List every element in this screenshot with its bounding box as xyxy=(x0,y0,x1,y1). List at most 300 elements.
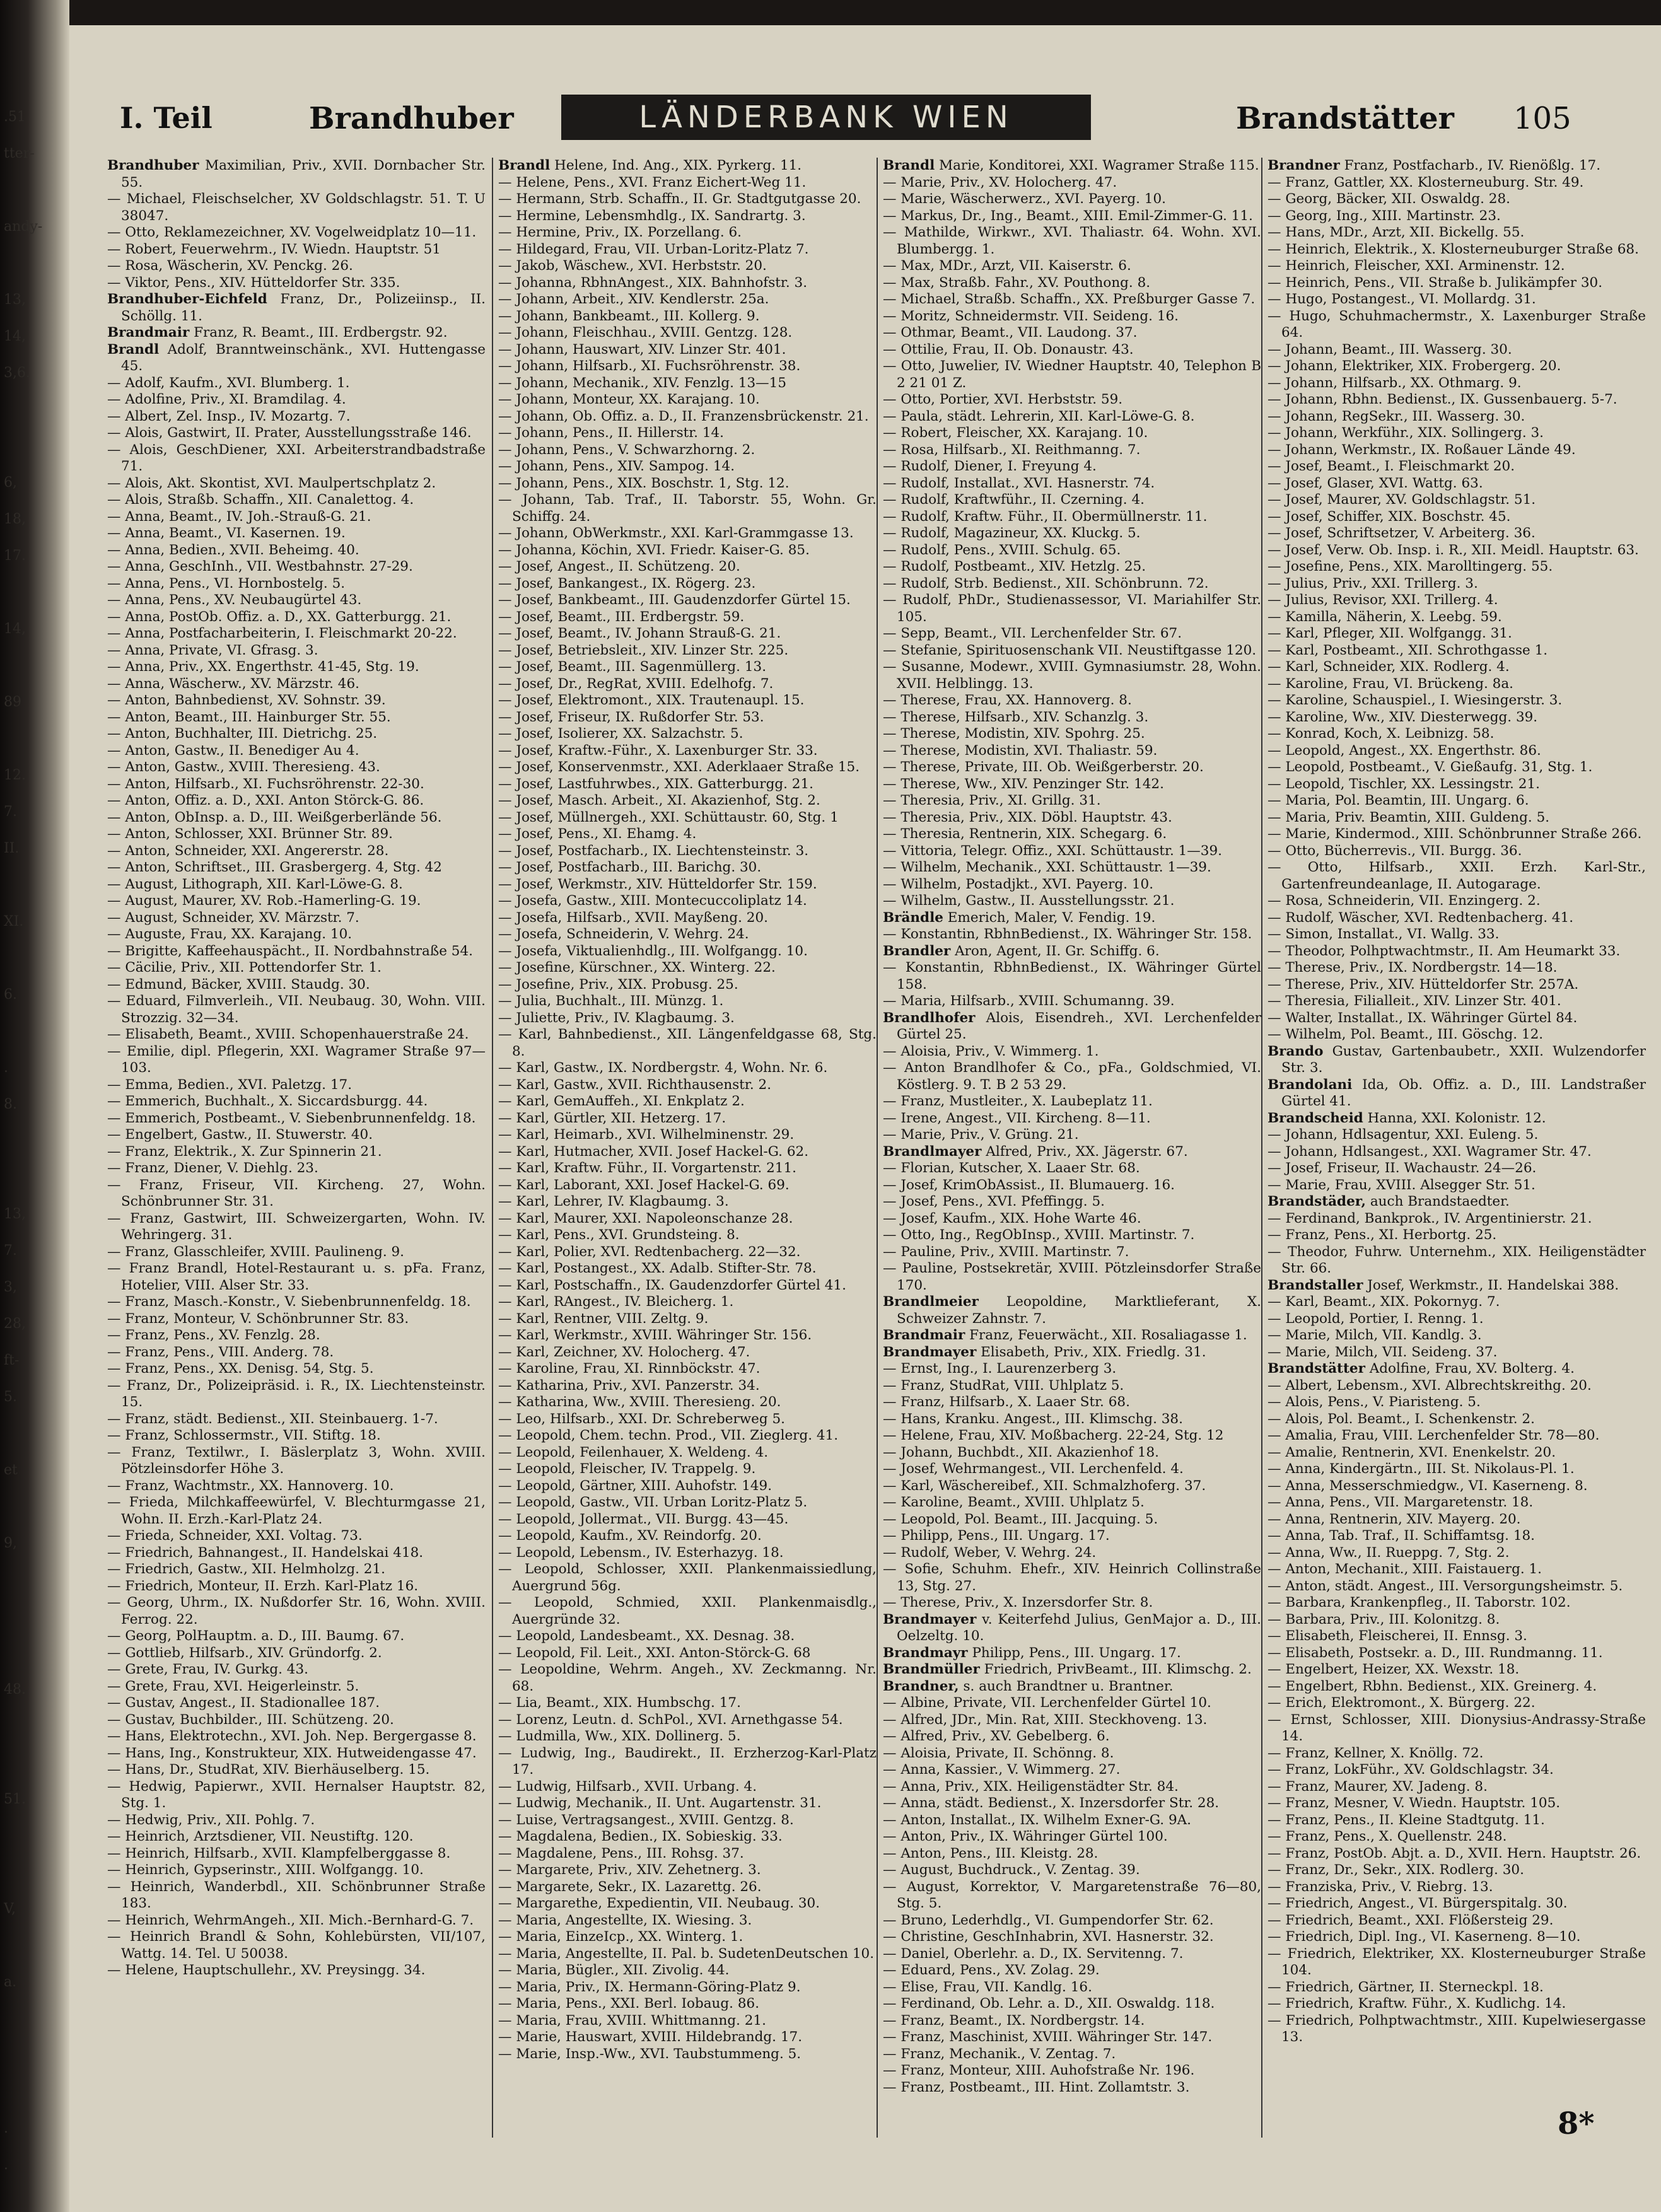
facing-page-fragment: 14, xyxy=(4,621,26,637)
directory-entry: — Alois, Straßb. Schaffn., XII. Canalettog. 4. xyxy=(107,492,414,508)
directory-entry: — Markus, Dr., Ing., Beamt., XIII. Emil-Zimmer-G. 11. xyxy=(883,207,1253,224)
directory-entry: — Rudolf, Wäscher, XVI. Redtenbacherg. 41. xyxy=(1268,909,1574,926)
directory-entry: — Maria, Pol. Beamtin, III. Ungarg. 6. xyxy=(1268,793,1529,808)
directory-entry: — Anna, Rentnerin, XIV. Mayerg. 20. xyxy=(1268,1511,1521,1527)
directory-entry: — Josefa, Gastw., XIII. Montecuccoliplatz 14. xyxy=(498,893,807,909)
surname-heading: Brandmayr xyxy=(883,1644,968,1661)
directory-entry: — Alois, GeschDiener, XXI. Arbeiterstrandbadstraße 71. xyxy=(107,441,486,474)
directory-entry: — Leopold, Landesbeamt., XX. Desnag. 38. xyxy=(498,1628,795,1644)
directory-entry: — Gottlieb, Hilfsarb., XIV. Gründorfg. 2. xyxy=(107,1644,382,1661)
directory-entry: — Ludwig, Hilfsarb., XVII. Urbang. 4. xyxy=(498,1778,757,1795)
directory-entry: — Anna, Postfacharbeiterin, I. Fleischmarkt 20-22. xyxy=(107,626,457,641)
directory-entry: — Maria, Angestellte, II. Pal. b. SudetenDeutschen 10. xyxy=(498,1945,875,1962)
directory-entry: — Therese, Priv., XIV. Hütteldorfer Str. 257A. xyxy=(1268,976,1579,992)
directory-entry: — Heinrich, WehrmAngeh., XII. Mich.-Bernhard-G. 7. xyxy=(107,1912,474,1928)
directory-entry: — Therese, Modistin, XIV. Spohrg. 25. xyxy=(883,726,1145,742)
column-1 xyxy=(107,158,486,2138)
directory-entry: — Johann, Hauswart, XIV. Linzer Str. 401. xyxy=(498,341,786,358)
directory-entry: — Anna, Kassier., V. Wimmerg. 27. xyxy=(883,1762,1121,1778)
directory-entry: — Karl, Kraftw. Führ., II. Vorgartenstr. 211. xyxy=(498,1160,796,1176)
directory-entry: — Leopold, Feilenhauer, X. Weldeng. 4. xyxy=(498,1444,769,1460)
facing-page-fragment: 89 xyxy=(4,694,21,710)
directory-entry: — Karl, RAngest., IV. Bleicherg. 1. xyxy=(498,1294,734,1310)
directory-entry: — Leopold, Angest., XX. Engerthstr. 86. xyxy=(1268,742,1541,759)
directory-entry: — Maria, Frau, XVIII. Whittmanng. 21. xyxy=(498,2012,766,2029)
directory-entry: — Heinrich, Wanderbdl., XII. Schönbrunner Straße 183. xyxy=(107,1878,486,1911)
directory-entry: — Ottilie, Frau, II. Ob. Donaustr. 43. xyxy=(883,341,1134,358)
directory-entry: — Johann, Hilfsarb., XI. Fuchsröhrenstr. 38. xyxy=(498,358,801,374)
directory-entry: — Marie, Insp.-Ww., XVI. Taubstummeng. 5. xyxy=(498,2046,801,2062)
directory-entry: — Albert, Lebensm., XVI. Albrechtskreithg. 20. xyxy=(1268,1377,1592,1394)
directory-entry: — Franz, Pens., VIII. Anderg. 78. xyxy=(107,1344,334,1360)
directory-entry: — Friedrich, Kraftw. Führ., X. Kudlichg. 14. xyxy=(1268,1996,1566,2011)
directory-entry: — Anna, GeschInh., VII. Westbahnstr. 27-29. xyxy=(107,559,413,574)
directory-entry: — Anton, Buchhalter, III. Dietrichg. 25. xyxy=(107,726,378,742)
directory-entry: — Johann, Pens., V. Schwarzhorng. 2. xyxy=(498,441,755,458)
directory-entry: — Paula, städt. Lehrerin, XII. Karl-Löwe-G. 8. xyxy=(883,408,1195,424)
directory-entry: Brandolani Ida, Ob. Offiz. a. D., III. Landstraßer Gürtel 41. xyxy=(1268,1076,1646,1109)
directory-entry: — Barbara, Priv., III. Kolonitzg. 8. xyxy=(1268,1611,1500,1627)
directory-entry: — Anna, Priv., XIX. Heiligenstädter Str. 84. xyxy=(883,1778,1179,1795)
directory-entry: — Maria, Priv. Beamtin, XIII. Guldeng. 5. xyxy=(1268,809,1550,825)
directory-entry: — Hans, MDr., Arzt, XII. Bickellg. 55. xyxy=(1268,224,1525,240)
directory-entry: — Franz, Textilwr., I. Bäslerplatz 3, Wohn. XVIII. Pötzleinsdorfer Höhe 3. xyxy=(107,1444,486,1477)
right-catchword: Brandstätter xyxy=(1236,101,1454,136)
directory-entry: — Heinrich, Fleischer, XXI. Arminenstr. 12. xyxy=(1268,258,1565,274)
directory-entry: — Adolf, Kaufm., XVI. Blumberg. 1. xyxy=(107,375,350,391)
facing-page-fragment: tter- xyxy=(4,146,35,161)
directory-entry: — Friedrich, Gastw., XII. Helmholzg. 21. xyxy=(107,1561,385,1577)
directory-entry: — August, Schneider, XV. Märzstr. 7. xyxy=(107,909,359,926)
directory-entry: — Magdalena, Bedien., IX. Sobieskig. 33. xyxy=(498,1829,783,1844)
directory-entry: — Franz, Monteur, V. Schönbrunner Str. 83. xyxy=(107,1310,409,1327)
directory-entry: — Franz, Maurer, XV. Jadeng. 8. xyxy=(1268,1778,1488,1795)
directory-entry: — Christine, GeschInhabrin, XVI. Hasnerstr. 32. xyxy=(883,1929,1214,1945)
surname-heading: Brandhuber-Eichfeld xyxy=(107,291,267,307)
directory-entry: — Franz, städt. Bedienst., XII. Steinbauerg. 1-7. xyxy=(107,1411,438,1427)
directory-entry: — Karl, Polier, XVI. Redtenbacherg. 22—32. xyxy=(498,1243,801,1260)
directory-entry: Brändle Emerich, Maler, V. Fendig. 19. xyxy=(883,909,1156,926)
directory-entry: — Johann, Bankbeamt., III. Kollerg. 9. xyxy=(498,308,760,324)
directory-entry: — Marie, Milch, VII. Kandlg. 3. xyxy=(1268,1327,1482,1343)
directory-entry: — Marie, Hauswart, XVIII. Hildebrandg. 17. xyxy=(498,2029,803,2045)
directory-entry: — Otto, Hilfsarb., XXII. Erzh. Karl-Str., Gartenfreundeanlage, II. Autogarage. xyxy=(1268,859,1646,892)
directory-entry: — Leopold, Jollermat., VII. Burgg. 43—45. xyxy=(498,1511,789,1527)
directory-entry: Brandl Helene, Ind. Ang., XIX. Pyrkerg. 11. xyxy=(498,158,802,173)
directory-entry: — Franz, LokFühr., XV. Goldschlagstr. 34. xyxy=(1268,1762,1554,1778)
directory-entry: — Josef, Bankbeamt., III. Gaudenzdorfer Gürtel 15. xyxy=(498,592,851,608)
facing-page-fragment: 7. xyxy=(4,804,17,820)
directory-entry: — Rudolf, Postbeamt., XIV. Hetzlg. 25. xyxy=(883,559,1146,574)
directory-entry: — Josef, Isolierer, XX. Salzachstr. 5. xyxy=(498,726,743,742)
directory-entry: — Eduard, Pens., XV. Zolag. 29. xyxy=(883,1962,1100,1978)
directory-entry: — Walter, Installat., IX. Währinger Gürtel 84. xyxy=(1268,1010,1578,1026)
directory-entry: — Franz, Glasschleifer, XVIII. Paulineng. 9. xyxy=(107,1243,405,1260)
directory-entry: — Ludwig, Mechanik., II. Unt. Augartenstr. 31. xyxy=(498,1795,822,1811)
directory-entry: — Johann, Beamt., III. Wasserg. 30. xyxy=(1268,341,1512,358)
directory-entry: — Auguste, Frau, XX. Karajang. 10. xyxy=(107,926,353,942)
directory-entry: — Franz, Schlossermstr., VII. Stiftg. 18. xyxy=(107,1428,381,1443)
directory-entry: — Leopold, Chem. techn. Prod., VII. Zieglerg. 41. xyxy=(498,1428,839,1443)
directory-entry: — Franz, Beamt., IX. Nordbergstr. 14. xyxy=(883,2012,1145,2029)
directory-entry: — Juliette, Priv., IV. Klagbaumg. 3. xyxy=(498,1010,735,1026)
directory-entry: — Anton Brandlhofer & Co., pFa., Goldschmied, VI. Köstlerg. 9. T. B 2 53 29. xyxy=(883,1060,1261,1093)
directory-entry: — Johann, Elektriker, XIX. Frobergerg. 20. xyxy=(1268,358,1561,374)
directory-entry: — Josef, Beamt., IV. Johann Strauß-G. 21. xyxy=(498,626,781,641)
directory-entry: — Helene, Hauptschullehr., XV. Preysingg. 34. xyxy=(107,1962,426,1978)
directory-entry: — Alfred, JDr., Min. Rat, XIII. Steckhoveng. 13. xyxy=(883,1711,1208,1728)
directory-entry: — Friedrich, Angest., VI. Bürgerspitalg. 30. xyxy=(1268,1895,1568,1911)
directory-entry: — Anton, Bahnbedienst, XV. Sohnstr. 39. xyxy=(107,692,386,708)
directory-entry: — Michael, Fleischselcher, XV Goldschlagstr. 51. T. U 38047. xyxy=(107,191,486,224)
directory-entry: — Franz, Wachtmstr., XX. Hannoverg. 10. xyxy=(107,1477,394,1494)
surname-heading: Brando xyxy=(1268,1043,1324,1059)
directory-entry: — Engelbert, Gastw., II. Stuwerstr. 40. xyxy=(107,1127,373,1143)
directory-entry: — Lorenz, Leutn. d. SchPol., XVI. Arnethgasse 54. xyxy=(498,1711,843,1728)
directory-entry: — Georg, Ing., XIII. Martinstr. 23. xyxy=(1268,207,1501,224)
directory-entry: — Luise, Vertragsangest., XVIII. Gentzg. 8. xyxy=(498,1812,794,1828)
directory-entry: — Ferdinand, Bankprok., IV. Argentinierstr. 21. xyxy=(1268,1210,1592,1226)
directory-entry: — Konrad, Koch, X. Leibnizg. 58. xyxy=(1268,726,1495,742)
directory-entry: — Theodor, Fuhrw. Unternehm., XIX. Heiligenstädter Str. 66. xyxy=(1268,1243,1646,1276)
directory-entry: — Karl, Gastw., XVII. Richthausenstr. 2. xyxy=(498,1076,772,1093)
directory-entry: — Karl, Rentner, VIII. Zeltg. 9. xyxy=(498,1310,709,1327)
directory-entry: — Anton, Schneider, XXI. Angererstr. 28. xyxy=(107,842,389,859)
directory-entry: — Karoline, Schauspiel., I. Wiesingerstr. 3. xyxy=(1268,692,1563,708)
directory-entry: — Maria, Angestellte, IX. Wiesing. 3. xyxy=(498,1912,752,1928)
directory-entry: — Johann, Pens., XIV. Sampog. 14. xyxy=(498,458,735,474)
directory-entry: — Karl, Hutmacher, XVII. Josef Hackel-G. 62. xyxy=(498,1143,809,1160)
directory-entry: — Rosa, Hilfsarb., XI. Reithmanng. 7. xyxy=(883,441,1141,458)
surname-heading: Brandmüller xyxy=(883,1662,980,1677)
directory-entry: — Alois, Gastwirt, II. Prater, Ausstellungsstraße 146. xyxy=(107,425,472,441)
directory-entry: — Anna, Beamt., VI. Kasernen. 19. xyxy=(107,525,346,541)
directory-entry: — Anton, städt. Angest., III. Versorgungsheimstr. 5. xyxy=(1268,1578,1623,1594)
directory-entry: — Therese, Priv., IX. Nordbergstr. 14—18. xyxy=(1268,960,1558,975)
directory-entry: — Adolfine, Priv., XI. Bramdilag. 4. xyxy=(107,392,346,407)
directory-entry: — Josefine, Pens., XIX. Marolltingerg. 55. xyxy=(1268,559,1553,574)
directory-entry: — Hans, Dr., StudRat, XIV. Bierhäuselberg. 15. xyxy=(107,1762,430,1778)
directory-entry: — Bruno, Lederhdlg., VI. Gumpendorfer Str. 62. xyxy=(883,1912,1214,1928)
directory-entry: — Sepp, Beamt., VII. Lerchenfelder Str. 67. xyxy=(883,626,1182,641)
directory-entry: — Johann, Monteur, XX. Karajang. 10. xyxy=(498,392,760,407)
directory-entry: — Otto, Bücherrevis., VII. Burgg. 36. xyxy=(1268,842,1522,859)
directory-entry: — Wilhelm, Pol. Beamt., III. Göschg. 12. xyxy=(1268,1027,1544,1042)
directory-entry: — Aloisia, Priv., V. Wimmerg. 1. xyxy=(883,1043,1099,1059)
directory-entry: — Anna, Tab. Traf., II. Schiffamtsg. 18. xyxy=(1268,1528,1536,1544)
directory-entry: — Friedrich, Bahnangest., II. Handelskai 418. xyxy=(107,1544,424,1561)
directory-entry: — Anton, Gastw., XVIII. Theresieng. 43. xyxy=(107,759,380,775)
directory-entry: — Max, Straßb. Fahr., XV. Pouthong. 8. xyxy=(883,274,1151,291)
directory-entry: — Emmerich, Postbeamt., V. Siebenbrunnenfeldg. 18. xyxy=(107,1110,476,1126)
directory-entry: — Josef, Pens., XI. Ehamg. 4. xyxy=(498,826,697,842)
directory-entry: — Sofie, Schuhm. Ehefr., XIV. Heinrich Collinstraße 13, Stg. 27. xyxy=(883,1561,1261,1594)
directory-entry: — Karl, Postbeamt., XII. Schrothgasse 1. xyxy=(1268,642,1548,658)
facing-page-fragment: .51 xyxy=(4,109,26,125)
facing-page-fragment: 9, xyxy=(4,1535,17,1551)
directory-entry: — Karl, Maurer, XXI. Napoleonschanze 28. xyxy=(498,1210,793,1226)
directory-entry: — Johann, Arbeit., XIV. Kendlerstr. 25a. xyxy=(498,291,769,307)
directory-entry: — Josef, Angest., II. Schützeng. 20. xyxy=(498,559,740,574)
directory-entry: — Karl, Laborant, XXI. Josef Hackel-G. 69. xyxy=(498,1177,790,1193)
directory-entry: — Elisabeth, Fleischerei, II. Ennsg. 3. xyxy=(1268,1628,1527,1644)
directory-entry: — Elisabeth, Postsekr. a. D., III. Rundmanng. 11. xyxy=(1268,1644,1603,1661)
advertising-banner: LÄNDERBANK WIEN xyxy=(561,95,1091,140)
directory-entry: — Edmund, Bäcker, XVIII. Staudg. 30. xyxy=(107,976,370,992)
binding-gutter xyxy=(0,0,69,2212)
facing-page-fragment: II. xyxy=(4,841,20,856)
directory-entry: — Anna, Ww., II. Rueppg. 7, Stg. 2. xyxy=(1268,1544,1510,1561)
directory-entry: — Anna, Messerschmiedgw., VI. Kaserneng. 8. xyxy=(1268,1477,1588,1494)
directory-entry: — Johann, Buchbdt., XII. Akazienhof 18. xyxy=(883,1444,1160,1460)
directory-entry: — Daniel, Oberlehr. a. D., IX. Servitenng. 7. xyxy=(883,1945,1184,1962)
facing-page-fragment: ft- xyxy=(4,1353,20,1368)
directory-entry: — Theresia, Priv., XI. Grillg. 31. xyxy=(883,793,1101,808)
directory-entry: — Grete, Frau, IV. Gurkg. 43. xyxy=(107,1662,308,1677)
directory-entry: — Leopold, Tischler, XX. Lessingstr. 21. xyxy=(1268,776,1540,792)
directory-entry: Brandlmayer Alfred, Priv., XX. Jägerstr. 67. xyxy=(883,1143,1188,1160)
column-divider xyxy=(1261,158,1262,2138)
directory-entry: — Hans, Ing., Konstrukteur, XIX. Hutweidengasse 47. xyxy=(107,1745,477,1761)
directory-entry: — Franz, StudRat, VIII. Uhlplatz 5. xyxy=(883,1377,1124,1394)
directory-entry: — Karl, Zeichner, XV. Holocherg. 47. xyxy=(498,1344,750,1360)
directory-entry: — Franz, Gattler, XX. Klosterneuburg. Str. 49. xyxy=(1268,174,1584,190)
directory-entry: — Otto, Portier, XVI. Herbststr. 59. xyxy=(883,392,1123,407)
directory-entry: — Anna, PostOb. Offiz. a. D., XX. Gatterburgg. 21. xyxy=(107,608,452,625)
directory-entry: — Johann, Tab. Traf., II. Taborstr. 55, Wohn. Gr. Schiffg. 24. xyxy=(498,492,877,525)
directory-entry: — Elisabeth, Beamt., XVIII. Schopenhauerstraße 24. xyxy=(107,1027,469,1042)
directory-entry: — Josef, Verw. Ob. Insp. i. R., XII. Meidl. Hauptstr. 63. xyxy=(1268,542,1639,558)
directory-entry: — Jakob, Wäschew., XVI. Herbststr. 20. xyxy=(498,258,767,274)
directory-entry: — Franz, PostOb. Abjt. a. D., XVII. Hern. Hauptstr. 26. xyxy=(1268,1845,1641,1861)
directory-entry: — Emmerich, Buchhalt., X. Siccardsburgg. 44. xyxy=(107,1093,428,1109)
directory-entry: — Konstantin, RbhnBedienst., IX. Währinger Gürtel 158. xyxy=(883,960,1261,992)
directory-entry: — Karl, Heimarb., XVI. Wilhelminenstr. 29. xyxy=(498,1127,795,1143)
directory-entry: — Josefa, Hilfsarb., XVII. Mayßeng. 20. xyxy=(498,909,768,926)
surname-heading: Brandstäder, xyxy=(1268,1194,1367,1209)
directory-entry: Brandmayr Philipp, Pens., III. Ungarg. 17. xyxy=(883,1644,1181,1661)
facing-page-fragment: 12. xyxy=(4,767,26,783)
directory-entry: — Rudolf, Pens., XVIII. Schulg. 65. xyxy=(883,542,1121,558)
directory-entry: — Josef, Beamt., I. Fleischmarkt 20. xyxy=(1268,458,1515,474)
directory-entry: — Anna, Private, VI. Gfrasg. 3. xyxy=(107,642,318,658)
directory-entry: — Marie, Wäscherwerz., XVI. Payerg. 10. xyxy=(883,191,1167,207)
directory-entry: — Johann, Werkführ., XIX. Sollingerg. 3. xyxy=(1268,425,1544,441)
directory-entry: — Josefa, Viktualienhdlg., III. Wolfgangg. 10. xyxy=(498,943,808,959)
directory-entry: — Johann, Pens., XIX. Boschstr. 1, Stg. 12. xyxy=(498,475,790,491)
facing-page-fragment: a. xyxy=(4,1974,17,1990)
directory-entry: — Therese, Frau, XX. Hannoverg. 8. xyxy=(883,692,1132,708)
directory-entry: — Karl, Werkmstr., XVIII. Währinger Str. 156. xyxy=(498,1327,812,1343)
facing-page-fragment: 3,6. xyxy=(4,365,30,381)
directory-entry: — Robert, Fleischer, XX. Karajang. 10. xyxy=(883,425,1148,441)
surname-heading: Brandner xyxy=(1268,158,1340,173)
directory-entry: Brandler Aron, Agent, II. Gr. Schiffg. 6. xyxy=(883,943,1160,959)
directory-entry: — Franz, Pens., XV. Fenzlg. 28. xyxy=(107,1327,320,1343)
directory-entry: — Alois, Akt. Skontist, XVI. Maulpertschplatz 2. xyxy=(107,475,436,491)
surname-heading: Brandl xyxy=(107,341,160,358)
directory-entry: — Viktor, Pens., XIV. Hütteldorfer Str. 335. xyxy=(107,274,400,291)
directory-entry: — Leopold, Postbeamt., V. Gießaufg. 31, Stg. 1. xyxy=(1268,759,1593,775)
facing-page-fragment: 3, xyxy=(4,1279,17,1295)
directory-entry: — Cäcilie, Priv., XII. Pottendorfer Str. 1. xyxy=(107,960,382,975)
surname-heading: Brandlmayer xyxy=(883,1143,982,1160)
directory-entry: — Alfred, Priv., XV. Gebelberg. 6. xyxy=(883,1728,1110,1744)
directory-entry: — Anna, städt. Bedienst., X. Inzersdorfer Str. 28. xyxy=(883,1795,1220,1811)
directory-entry: — Ludwig, Ing., Baudirekt., II. Erzherzog-Karl-Platz 17. xyxy=(498,1745,877,1778)
surname-heading: Brandl xyxy=(498,158,551,173)
directory-entry: — Josef, Dr., RegRat, XVIII. Edelhofg. 7. xyxy=(498,675,774,692)
directory-entry: — Franz, Gastwirt, III. Schweizergarten, Wohn. IV. Wehringerg. 31. xyxy=(107,1210,486,1243)
directory-entry: — Julia, Buchhalt., III. Münzg. 1. xyxy=(498,993,724,1009)
directory-entry: Brandmair Franz, R. Beamt., III. Erdbergstr. 92. xyxy=(107,325,448,341)
facing-page-fragment: 17. xyxy=(4,548,26,564)
directory-entry: — Georg, Bäcker, XII. Oswaldg. 28. xyxy=(1268,191,1510,207)
directory-entry: — Josef, Postfacharb., IX. Liechtensteinstr. 3. xyxy=(498,842,809,859)
directory-entry: — Karl, Gürtler, XII. Hetzerg. 17. xyxy=(498,1110,726,1126)
directory-entry: — Franz, Elektrik., X. Zur Spinnerin 21. xyxy=(107,1143,382,1160)
directory-entry: — Hermine, Lebensmhdlg., IX. Sandrartg. 3. xyxy=(498,207,806,224)
directory-entry: — Robert, Feuerwehrm., IV. Wiedn. Hauptstr. 51 xyxy=(107,241,441,257)
directory-entry: — Elise, Frau, VII. Kandlg. 16. xyxy=(883,1979,1092,1995)
directory-entry: — Josef, Elektromont., XIX. Trautenaupl. 15. xyxy=(498,692,805,708)
directory-entry: — Anton, Pens., III. Kleistg. 28. xyxy=(883,1845,1099,1861)
page-number: 105 xyxy=(1513,101,1571,136)
directory-entry: — Johann, Pens., II. Hillerstr. 14. xyxy=(498,425,725,441)
directory-entry: — Hans, Elektrotechn., XVI. Joh. Nep. Bergergasse 8. xyxy=(107,1728,477,1744)
directory-entry: — Hedwig, Priv., XII. Pohlg. 7. xyxy=(107,1812,315,1828)
directory-entry: — Karl, Beamt., XIX. Pokornyg. 7. xyxy=(1268,1294,1500,1310)
directory-entry: — Josef, Kaufm., XIX. Hohe Warte 46. xyxy=(883,1210,1141,1226)
left-catchword: Brandhuber xyxy=(309,101,514,136)
directory-entry: — Johann, Hdlsagentur, XXI. Euleng. 5. xyxy=(1268,1127,1539,1143)
directory-entry: — Franz, Postbeamt., III. Hint. Zollamtstr. 3. xyxy=(883,2079,1190,2095)
directory-entry: — Leo, Hilfsarb., XXI. Dr. Schreberweg 5. xyxy=(498,1411,786,1427)
directory-entry: Brandmayer Elisabeth, Priv., XIX. Friedlg. 31. xyxy=(883,1344,1206,1360)
directory-entry: — Margarete, Priv., XIV. Zehetnerg. 3. xyxy=(498,1862,761,1878)
directory-columns xyxy=(82,158,1652,2138)
directory-entry: — Rudolf, Weber, V. Wehrg. 24. xyxy=(883,1544,1097,1561)
facing-page-fragment: . xyxy=(4,2121,8,2136)
directory-entry: — Wilhelm, Gastw., II. Ausstellungsstr. 21. xyxy=(883,893,1175,909)
directory-entry: — Theodor, Polhptwachtmstr., II. Am Heumarkt 33. xyxy=(1268,943,1621,959)
directory-entry: — Josef, Werkmstr., XIV. Hütteldorfer Str. 159. xyxy=(498,876,817,892)
directory-entry: — Karl, Lehrer, IV. Klagbaumg. 3. xyxy=(498,1194,729,1209)
directory-entry: — Marie, Priv., V. Grüng. 21. xyxy=(883,1127,1079,1143)
facing-page-fragment: andy- xyxy=(4,219,43,235)
directory-entry: — Josef, Beamt., III. Sagenmüllerg. 13. xyxy=(498,659,767,675)
directory-entry: — Friedrich, Monteur, II. Erzh. Karl-Platz 16. xyxy=(107,1578,419,1594)
directory-entry: — Anton, ObInsp. a. D., III. Weißgerberlände 56. xyxy=(107,809,442,825)
facing-page-fragment: . xyxy=(4,2157,8,2173)
directory-entry: — Franz, Maschinist, XVIII. Währinger Str. 147. xyxy=(883,2029,1213,2045)
directory-entry: — Josef, Maurer, XV. Goldschlagstr. 51. xyxy=(1268,492,1536,508)
directory-entry: Brandhuber-Eichfeld Franz, Dr., Polizeiinsp., II. Schöllg. 11. xyxy=(107,291,486,324)
directory-entry: — Othmar, Beamt., VII. Laudong. 37. xyxy=(883,325,1138,341)
directory-entry: — Josef, Friseur, II. Wachaustr. 24—26. xyxy=(1268,1160,1537,1176)
directory-entry: — Friedrich, Polhptwachtmstr., XIII. Kupelwiesergasse 13. xyxy=(1268,2012,1646,2045)
directory-entry: — Rudolf, Magazineur, XX. Kluckg. 5. xyxy=(883,525,1141,541)
directory-entry: — Anton, Offiz. a. D., XXI. Anton Störck-G. 86. xyxy=(107,793,424,808)
directory-entry: — Heinrich, Pens., VII. Straße b. Julikämpfer 30. xyxy=(1268,274,1603,291)
directory-entry: Brandner Franz, Postfacharb., IV. Rienößlg. 17. xyxy=(1268,158,1601,173)
directory-entry: — Maria, Pens., XXI. Berl. Iobaug. 86. xyxy=(498,1996,760,2011)
directory-entry: — Anna, Kindergärtn., III. St. Nikolaus-Pl. 1. xyxy=(1268,1461,1575,1477)
directory-entry: — Anton, Beamt., III. Hainburger Str. 55. xyxy=(107,709,391,725)
directory-entry: — Josef, Pens., XVI. Pfeffingg. 5. xyxy=(883,1194,1105,1209)
directory-entry: — Gustav, Buchbilder., III. Schützeng. 20. xyxy=(107,1711,394,1728)
directory-entry: — Anna, Bedien., XVII. Beheimg. 40. xyxy=(107,542,359,558)
directory-entry: — Johann, Mechanik., XIV. Fenzlg. 13—15 xyxy=(498,375,787,391)
directory-entry: — Hermann, Strb. Schaffn., II. Gr. Stadtgutgasse 20. xyxy=(498,191,861,207)
directory-entry: — Karoline, Ww., XIV. Diesterwegg. 39. xyxy=(1268,709,1538,725)
directory-entry: Brandstätter Adolfine, Frau, XV. Bolterg. 4. xyxy=(1268,1361,1575,1377)
directory-entry: — Hedwig, Papierwr., XVII. Hernalser Hauptstr. 82, Stg. 1. xyxy=(107,1778,486,1811)
directory-entry: — Florian, Kutscher, X. Laaer Str. 68. xyxy=(883,1160,1140,1176)
directory-entry: — Susanne, Modewr., XVIII. Gymnasiumstr. 28, Wohn. XVII. Helblingg. 13. xyxy=(883,659,1261,692)
directory-entry: — Josef, Lastfuhrwbes., XIX. Gatterburgg. 21. xyxy=(498,776,813,792)
directory-entry: — Gustav, Angest., II. Stadionallee 187. xyxy=(107,1695,380,1711)
directory-entry: — Karl, Pfleger, XII. Wolfgangg. 31. xyxy=(1268,626,1512,641)
directory-entry: — Karl, Gastw., IX. Nordbergstr. 4, Wohn. Nr. 6. xyxy=(498,1060,828,1076)
directory-entry: — Josef, Betriebsleit., XIV. Linzer Str. 225. xyxy=(498,642,789,658)
surname-heading: Brandstätter xyxy=(1268,1361,1365,1377)
directory-entry: — Heinrich, Gypserinstr., XIII. Wolfgangg. 10. xyxy=(107,1862,424,1878)
directory-entry: — Anna, Beamt., IV. Joh.-Strauß-G. 21. xyxy=(107,508,371,525)
surname-heading: Brandmair xyxy=(883,1327,965,1343)
facing-page-fragment: 13, xyxy=(4,292,26,308)
directory-entry: — Anton, Priv., IX. Währinger Gürtel 100. xyxy=(883,1829,1168,1844)
directory-entry: — Josef, Beamt., III. Erdbergstr. 59. xyxy=(498,608,745,625)
facing-page-fragment: 14, xyxy=(4,329,26,344)
directory-entry: — Josefine, Kürschner., XX. Winterg. 22. xyxy=(498,960,776,975)
directory-entry: — Amalie, Rentnerin, XVI. Enenkelstr. 20. xyxy=(1268,1444,1556,1460)
surname-heading: Brandolani xyxy=(1268,1076,1353,1093)
directory-entry: — Franz, Masch.-Konstr., V. Siebenbrunnenfeldg. 18. xyxy=(107,1294,471,1310)
column-3 xyxy=(883,158,1261,2138)
directory-entry: — Leopold, Gastw., VII. Urban Loritz-Platz 5. xyxy=(498,1494,808,1510)
directory-entry: Brandstäder, auch Brandstaedter. xyxy=(1268,1194,1510,1209)
directory-entry: — August, Buchdruck., V. Zentag. 39. xyxy=(883,1862,1140,1878)
directory-entry: — Pauline, Priv., XVIII. Martinstr. 7. xyxy=(883,1243,1129,1260)
directory-entry: — Rosa, Schneiderin, VII. Enzingerg. 2. xyxy=(1268,893,1541,909)
directory-entry: — Albert, Zel. Insp., IV. Mozartg. 7. xyxy=(107,408,351,424)
directory-entry: — Max, MDr., Arzt, VII. Kaiserstr. 6. xyxy=(883,258,1131,274)
directory-entry: — Johann, Ob. Offiz. a. D., II. Franzensbrückenstr. 21. xyxy=(498,408,869,424)
directory-entry: — Pauline, Postsekretär, XVIII. Pötzleinsdorfer Straße 170. xyxy=(883,1260,1261,1293)
directory-entry: — Karl, GemAuffeh., XI. Enkplatz 2. xyxy=(498,1093,745,1109)
directory-entry: — Josef, Bankangest., IX. Rögerg. 23. xyxy=(498,575,756,591)
directory-entry: Brandlhofer Alois, Eisendreh., XVI. Lerchenfelder Gürtel 25. xyxy=(883,1010,1261,1042)
directory-entry: — Karl, Postangest., XX. Adalb. Stifter-Str. 78. xyxy=(498,1260,817,1276)
surname-heading: Brandlhofer xyxy=(883,1010,976,1026)
directory-entry: — Eduard, Filmverleih., VII. Neubaug. 30, Wohn. VIII. Strozzig. 32—34. xyxy=(107,993,486,1026)
directory-entry: — August, Korrektor, V. Margaretenstraße 76—80, Stg. 5. xyxy=(883,1878,1261,1911)
directory-page xyxy=(69,25,1661,2212)
surname-heading: Brandler xyxy=(883,943,951,959)
directory-entry: — Rudolf, Diener, I. Freyung 4. xyxy=(883,458,1097,474)
surname-heading: Brandhuber xyxy=(107,158,199,173)
directory-entry: — Franz, Dr., Polizeipräsid. i. R., IX. Liechtensteinstr. 15. xyxy=(107,1377,486,1410)
directory-entry: Brandl Adolf, Branntweinschänk., XVI. Huttengasse 45. xyxy=(107,341,486,374)
directory-entry: — Margarethe, Expedientin, VII. Neubaug. 30. xyxy=(498,1895,820,1911)
directory-entry: — Michael, Straßb. Schaffn., XX. Preßburger Gasse 7. xyxy=(883,291,1256,307)
directory-entry: Brandmayer v. Keiterfehd Julius, GenMajor a. D., III. Oelzeltg. 10. xyxy=(883,1611,1261,1644)
directory-entry: — Franz, Pens., XI. Herbortg. 25. xyxy=(1268,1227,1497,1243)
directory-entry: — Josef, Kraftw.-Führ., X. Laxenburger Str. 33. xyxy=(498,742,818,759)
column-4 xyxy=(1268,158,1646,2138)
directory-entry: — Albine, Private, VII. Lerchenfelder Gürtel 10. xyxy=(883,1695,1211,1711)
